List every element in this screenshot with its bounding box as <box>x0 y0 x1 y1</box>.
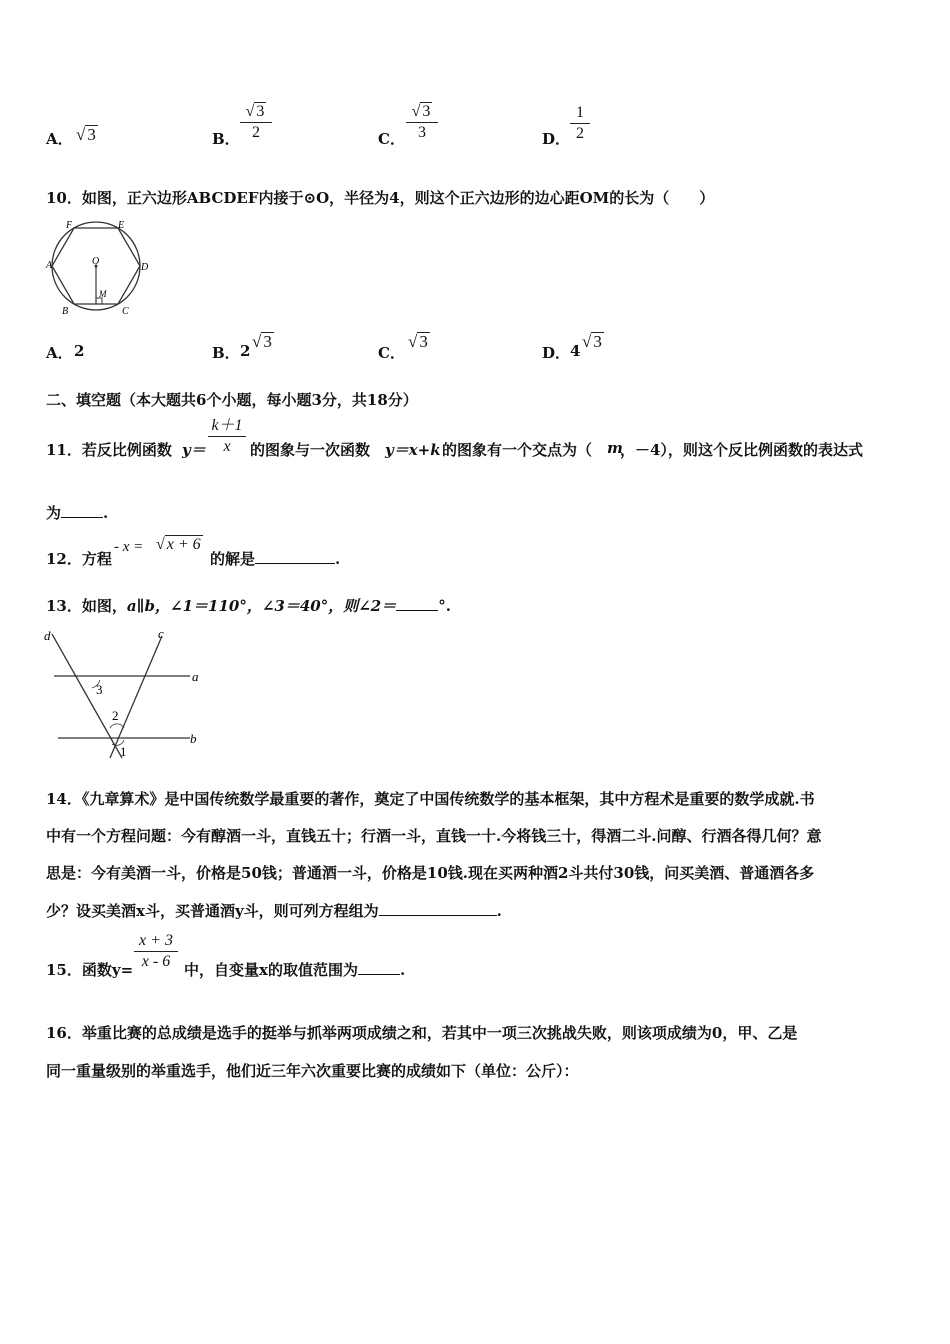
q12-suffix: 的解是 . <box>210 550 341 568</box>
q14-line-4: 少？设买美酒x斗，买普通酒y斗，则可列方程组为 . <box>46 902 502 920</box>
q11-mid: 的图象与一次函数 <box>250 441 371 459</box>
q9-option-c-label: C． <box>378 130 405 148</box>
q10-stem: 10．如图，正六边形ABCDEF内接于⊙O，半径为4，则这个正六边形的边心距OM的长为（ ） <box>46 189 715 207</box>
label-angle-1: 1 <box>120 744 127 759</box>
q10-option-b-radical: √ 3 <box>252 332 272 351</box>
q9-option-b-label: B． <box>212 130 240 148</box>
q10-option-d-coef: 4 <box>570 342 581 360</box>
label-a: a <box>192 669 199 684</box>
q16-line-2: 同一重量级别的举重选手，他们近三年六次重要比赛的成绩如下（单位：公斤）： <box>46 1062 579 1080</box>
label-a: A <box>46 260 53 271</box>
q10-option-d-radical: √ 3 <box>582 332 602 351</box>
section-title: 二、填空题（本大题共6个小题，每小题3分，共18分） <box>46 391 418 409</box>
q11-suffix: 的图象有一个交点为（ <box>442 441 593 459</box>
q12-prefix: 12．方程 <box>46 550 112 568</box>
q13-text: 13．如图，a∥b，∠1＝110°，∠3＝40°，则∠2＝ °. <box>46 597 451 615</box>
q10-option-d-label: D． <box>542 344 571 362</box>
angle-2-arc <box>110 724 124 728</box>
q11-point-rest: ，－4），则这个反比例函数的表达式 <box>620 441 863 459</box>
label-o: O <box>92 256 100 267</box>
q16-line-1: 16．举重比赛的总成绩是选手的挺举与抓举两项成绩之和，若其中一项三次挑战失败，则该项成绩为0，甲、乙是 <box>46 1024 798 1042</box>
label-angle-2: 2 <box>112 708 119 723</box>
line-c <box>110 636 162 758</box>
q13-answer-blank[interactable] <box>396 610 438 611</box>
q11-linear: y＝x+k <box>385 441 441 459</box>
q11-prefix: 11．若反比例函数 <box>46 441 172 459</box>
q12-radical: √ x + 6 <box>156 536 201 553</box>
q10-option-c-radical: √ 3 <box>408 332 428 351</box>
q14-line-2: 中有一个方程问题：今有醇酒一斗，直钱五十；行酒一斗，直钱一十.今将钱三十，得酒二斗.问醇、行酒各得几何？意 <box>46 827 822 845</box>
q12-answer-blank[interactable] <box>255 563 335 564</box>
q15-answer-blank[interactable] <box>358 974 400 975</box>
label-b: b <box>190 731 197 746</box>
label-d: D <box>141 262 149 273</box>
q9-option-a-value: √ 3 <box>76 125 96 144</box>
q10-option-c-label: C． <box>378 344 405 362</box>
q14-line-3: 思是：今有美酒一斗，价格是50钱；普通酒一斗，价格是10钱.现在买两种酒2斗共付30钱，问买美酒、普通酒各多 <box>46 864 815 882</box>
q15-fraction: x + 3 x - 6 <box>134 932 178 971</box>
line-d <box>52 634 122 758</box>
q14-answer-blank[interactable] <box>379 915 497 916</box>
q12-lhs: - x = <box>114 539 144 555</box>
q10-option-a-label: A． <box>46 344 73 362</box>
q14-line-1: 14．《九章算术》是中国传统数学最重要的著作，奠定了中国传统数学的基本框架，其中方程术是重要的数学成就.书 <box>46 790 815 808</box>
label-b: B <box>62 306 69 316</box>
q10-option-b-label: B． <box>212 344 240 362</box>
q11-y-eq: y＝ <box>182 441 206 459</box>
q10-hexagon-figure <box>40 218 160 316</box>
q11-answer-blank[interactable] <box>61 517 103 518</box>
label-angle-3: 3 <box>96 682 103 697</box>
label-c: c <box>158 626 164 641</box>
q10-option-b-coef: 2 <box>240 342 251 360</box>
q9-option-d-label: D． <box>542 130 571 148</box>
q15-prefix: 15．函数y= <box>46 961 134 979</box>
label-m: M <box>99 289 107 299</box>
q11-fraction: k＋1 x <box>208 412 246 456</box>
q13-parallel-lines-figure <box>40 624 210 764</box>
label-c: C <box>122 306 129 316</box>
q9-option-c-fraction: √ 3 3 <box>406 102 438 142</box>
q11-line2: 为 . <box>46 504 109 522</box>
q11-point-m: m <box>607 439 623 457</box>
q15-suffix: 中，自变量x的取值范围为 . <box>184 961 406 979</box>
label-e: E <box>118 220 125 231</box>
q9-option-a-label: A． <box>46 130 73 148</box>
q9-option-b-fraction: √ 3 2 <box>240 102 272 142</box>
label-d: d <box>44 628 51 643</box>
q10-option-a-value: 2 <box>74 342 85 360</box>
q9-option-d-fraction: 1 2 <box>570 104 590 143</box>
label-f: F <box>66 220 73 231</box>
